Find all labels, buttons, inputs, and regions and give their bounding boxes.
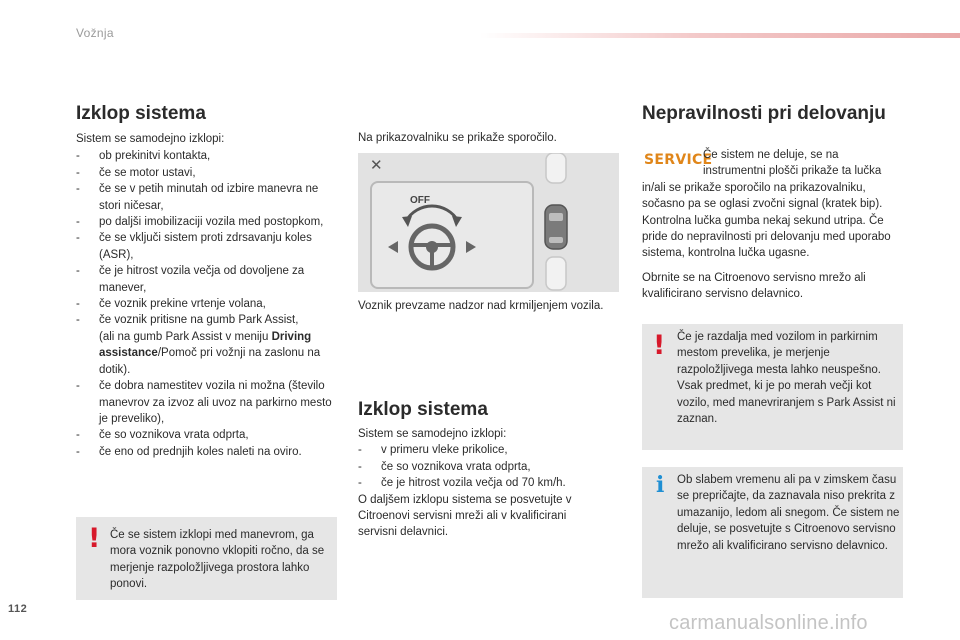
heading-malfunctions: Nepravilnosti pri delovanju [642, 103, 886, 124]
list-item: - če so voznikova vrata odprta, [358, 459, 608, 475]
list-item: - če se motor ustavi, [76, 165, 338, 181]
list-item [76, 312, 338, 378]
heading-deactivation-2: Izklop sistema [358, 399, 488, 420]
middle-outro: O daljšem izklopu sistema se posvetujte v Citroenovi servisni mreži ali v kvalificirani servisni delavnici. [358, 493, 572, 539]
info-note-text: Ob slabem vremenu ali pa v zimskem času se prepričajte, da zaznavala niso prekrita z umazanijo, ledom ali snegom. Če sistem ne deluje, se posvetujte s Citroenovo servisno mrežo ali kvalificirano servisno delavnico. [677, 474, 900, 552]
list-item: - če so voznikova vrata odprta, [76, 427, 338, 443]
menu-name: Driving assistance [99, 330, 312, 360]
warning-note-left [76, 517, 337, 600]
warning-note-text: Če se sistem izklopi med manevrom, ga mora voznik ponovno vklopiti ročno, da se merjenje razpoložljivega prostora lahko ponovi. [110, 529, 325, 591]
heading-deactivation: Izklop sistema [76, 103, 206, 124]
off-label: OFF [410, 195, 430, 206]
list-item: - če se v petih minutah od izbire manevra ne stori ničesar, [76, 181, 338, 214]
list-item-text: (ali na gumb Park Assist v meniju [99, 330, 272, 343]
list-item: - če je hitrost vozila večja od 70 km/h. [358, 475, 608, 491]
middle-column-text [358, 426, 608, 541]
section-label: Vožnja [76, 26, 114, 40]
screen-caption-bottom: Voznik prevzame nadzor nad krmiljenjem vozila. [358, 300, 604, 312]
left-intro: Sistem se samodejno izklopi: [76, 133, 225, 145]
watermark: carmanualsonline.info [669, 612, 868, 634]
right-column-text [642, 147, 902, 303]
list-item-text: če voznik pritisne na gumb Park Assist, [99, 314, 299, 327]
parked-cars-icon [358, 153, 619, 292]
list-item: - če dobra namestitev vozila ni možna (število manevrov za izvoz ali uvoz na parkirno mesto je preveliko), [76, 378, 338, 427]
info-note-right [642, 467, 903, 598]
screen-caption-top: Na prikazovalniku se prikaže sporočilo. [358, 132, 557, 144]
list-item: - če se vključi sistem proti zdrsavanju koles (ASR), [76, 230, 338, 263]
warning-note-right [642, 324, 903, 450]
middle-list [358, 442, 608, 491]
left-list [76, 148, 338, 460]
list-item: - po daljši imobilizaciji vozila med postopkom, [76, 214, 338, 230]
header-divider [480, 33, 960, 38]
malfunction-details: in/ali se prikaže sporočilo na prikazovalniku, sočasno pa se oglasi zvočni signal (kratek bip). Kontrolna lučka gumba nekaj sekund utripa. Če pride do nepravilnosti pri delovanju med uporabo sistema, kontrolna lučka ugasne. [642, 181, 891, 260]
display-screen-illustration [358, 153, 619, 292]
warning-note-text: Če je razdalja med vozilom in parkirnim mestom prevelika, je merjenje razpoložljivega mesta lahko neuspešno. Vsak predmet, ki je po merah večji kot vozilo, med manevriranjem s Park Assist ni zaznan. [677, 331, 896, 426]
list-item: - če eno od prednjih koles naleti na oviro. [76, 444, 338, 460]
service-advice: Obrnite se na Citroenovo servisno mrežo ali kvalificirano servisno delavnico. [642, 271, 866, 301]
list-item: - če voznik prekine vrtenje volana, [76, 296, 338, 312]
page-number: 112 [8, 603, 28, 615]
list-item: - če je hitrost vozila večja od dovoljene za manever, [76, 263, 338, 296]
service-warning-icon: SERVICE [644, 152, 713, 168]
left-column-text [76, 131, 338, 460]
close-icon: ✕ [370, 156, 383, 174]
malfunction-lead: Če sistem ne deluje, se na instrumentni plošči prikaže ta lučka [703, 149, 882, 178]
list-item: - ob prekinitvi kontakta, [76, 148, 338, 164]
warning-icon: ! [653, 330, 666, 361]
middle-intro: Sistem se samodejno izklopi: [358, 428, 507, 440]
warning-icon: ! [88, 523, 101, 554]
info-icon: i [656, 472, 665, 498]
list-item: - v primeru vleke prikolice, [358, 442, 608, 458]
list-item-text: /Pomoč pri vožnji na zaslonu na dotik). [99, 347, 321, 376]
